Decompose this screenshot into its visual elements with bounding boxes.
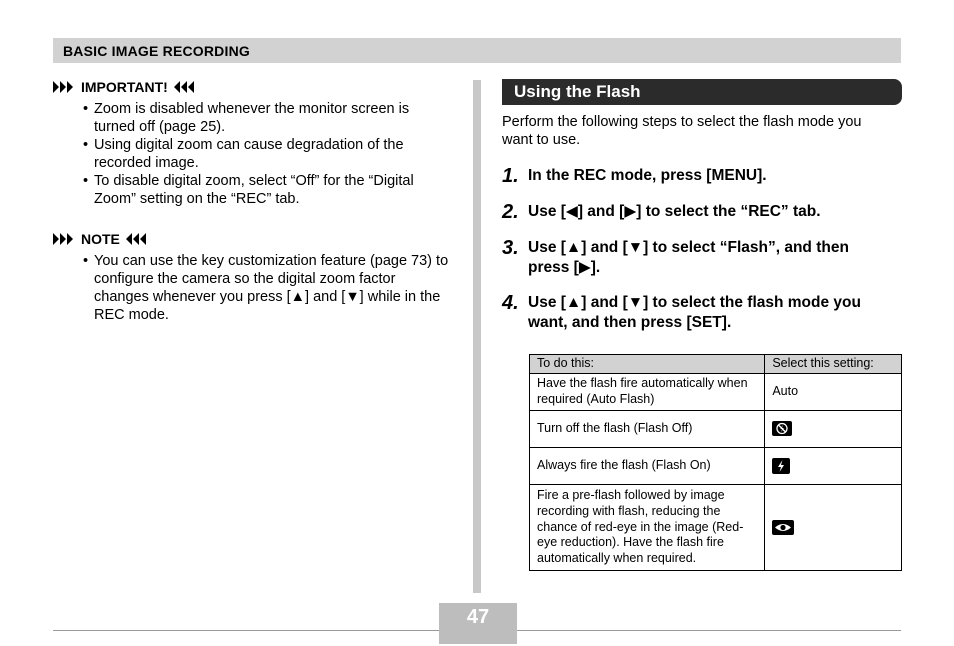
note-callout	[53, 230, 453, 248]
table-row	[530, 411, 902, 448]
step-number: 3.	[502, 237, 519, 259]
table-row	[530, 485, 902, 571]
table-cell-action: Turn off the flash (Flash Off)	[530, 411, 765, 448]
table-cell-action: Fire a pre-flash followed by image recording with flash, reducing the chance of red-eye in the image (Red-eye reduction). Have the flash fire automatically when required.	[530, 485, 765, 571]
column-divider	[473, 80, 481, 593]
important-callout	[53, 78, 453, 96]
step	[502, 166, 902, 186]
step-number: 2.	[502, 201, 519, 223]
step-number: 1.	[502, 165, 519, 187]
step	[502, 202, 902, 222]
table-cell-setting	[765, 485, 902, 571]
right-arrows-icon	[53, 81, 75, 93]
step-text: In the REC mode, press [MENU].	[528, 167, 767, 184]
table-cell-setting	[765, 411, 902, 448]
right-arrows-icon	[53, 233, 75, 245]
page-number: 47	[439, 603, 517, 631]
important-label: IMPORTANT!	[81, 79, 168, 95]
red-eye-icon	[772, 520, 794, 535]
table-header-cell: Select this setting:	[765, 355, 902, 374]
left-arrows-icon	[174, 81, 196, 93]
table-cell-setting	[765, 448, 902, 485]
step	[502, 238, 902, 278]
flash-settings-table	[529, 354, 902, 571]
step-text: Use [▲] and [▼] to select “Flash”, and then press [▶].	[528, 239, 849, 276]
section-header-title: BASIC IMAGE RECORDING	[63, 43, 250, 59]
table-row	[530, 448, 902, 485]
left-arrows-icon	[126, 233, 148, 245]
step-number: 4.	[502, 292, 519, 314]
important-item: • Zoom is disabled whenever the monitor screen is turned off (page 25).	[83, 100, 453, 136]
important-list	[53, 100, 453, 208]
flash-on-icon	[772, 458, 790, 474]
table-header-cell: To do this:	[530, 355, 765, 374]
important-item: • Using digital zoom can cause degradation of the recorded image.	[83, 136, 453, 172]
note-item: • You can use the key customization feature (page 73) to configure the camera so the digital zoom factor changes whenever you press [▲] and [▼] while in the REC mode.	[83, 252, 453, 324]
step-text: Use [◀] and [▶] to select the “REC” tab.	[528, 203, 821, 220]
table-row	[530, 374, 902, 411]
section-title: Using the Flash	[502, 79, 902, 105]
step-text: Use [▲] and [▼] to select the flash mode you want, and then press [SET].	[528, 294, 861, 331]
important-item: • To disable digital zoom, select “Off” for the “Digital Zoom” setting on the “REC” tab.	[83, 172, 453, 208]
left-column	[53, 78, 453, 324]
section-header-bar	[53, 38, 901, 63]
section-intro: Perform the following steps to select the flash mode you want to use.	[502, 114, 862, 148]
note-list	[53, 252, 453, 324]
note-label: NOTE	[81, 231, 120, 247]
flash-off-icon	[772, 421, 792, 436]
right-column	[502, 79, 902, 333]
step	[502, 293, 902, 333]
table-header-row	[530, 355, 902, 374]
table-cell-action: Always fire the flash (Flash On)	[530, 448, 765, 485]
table-cell-action: Have the flash fire automatically when required (Auto Flash)	[530, 374, 765, 411]
page-number-tab	[439, 631, 517, 644]
table-cell-setting: Auto	[765, 374, 902, 411]
